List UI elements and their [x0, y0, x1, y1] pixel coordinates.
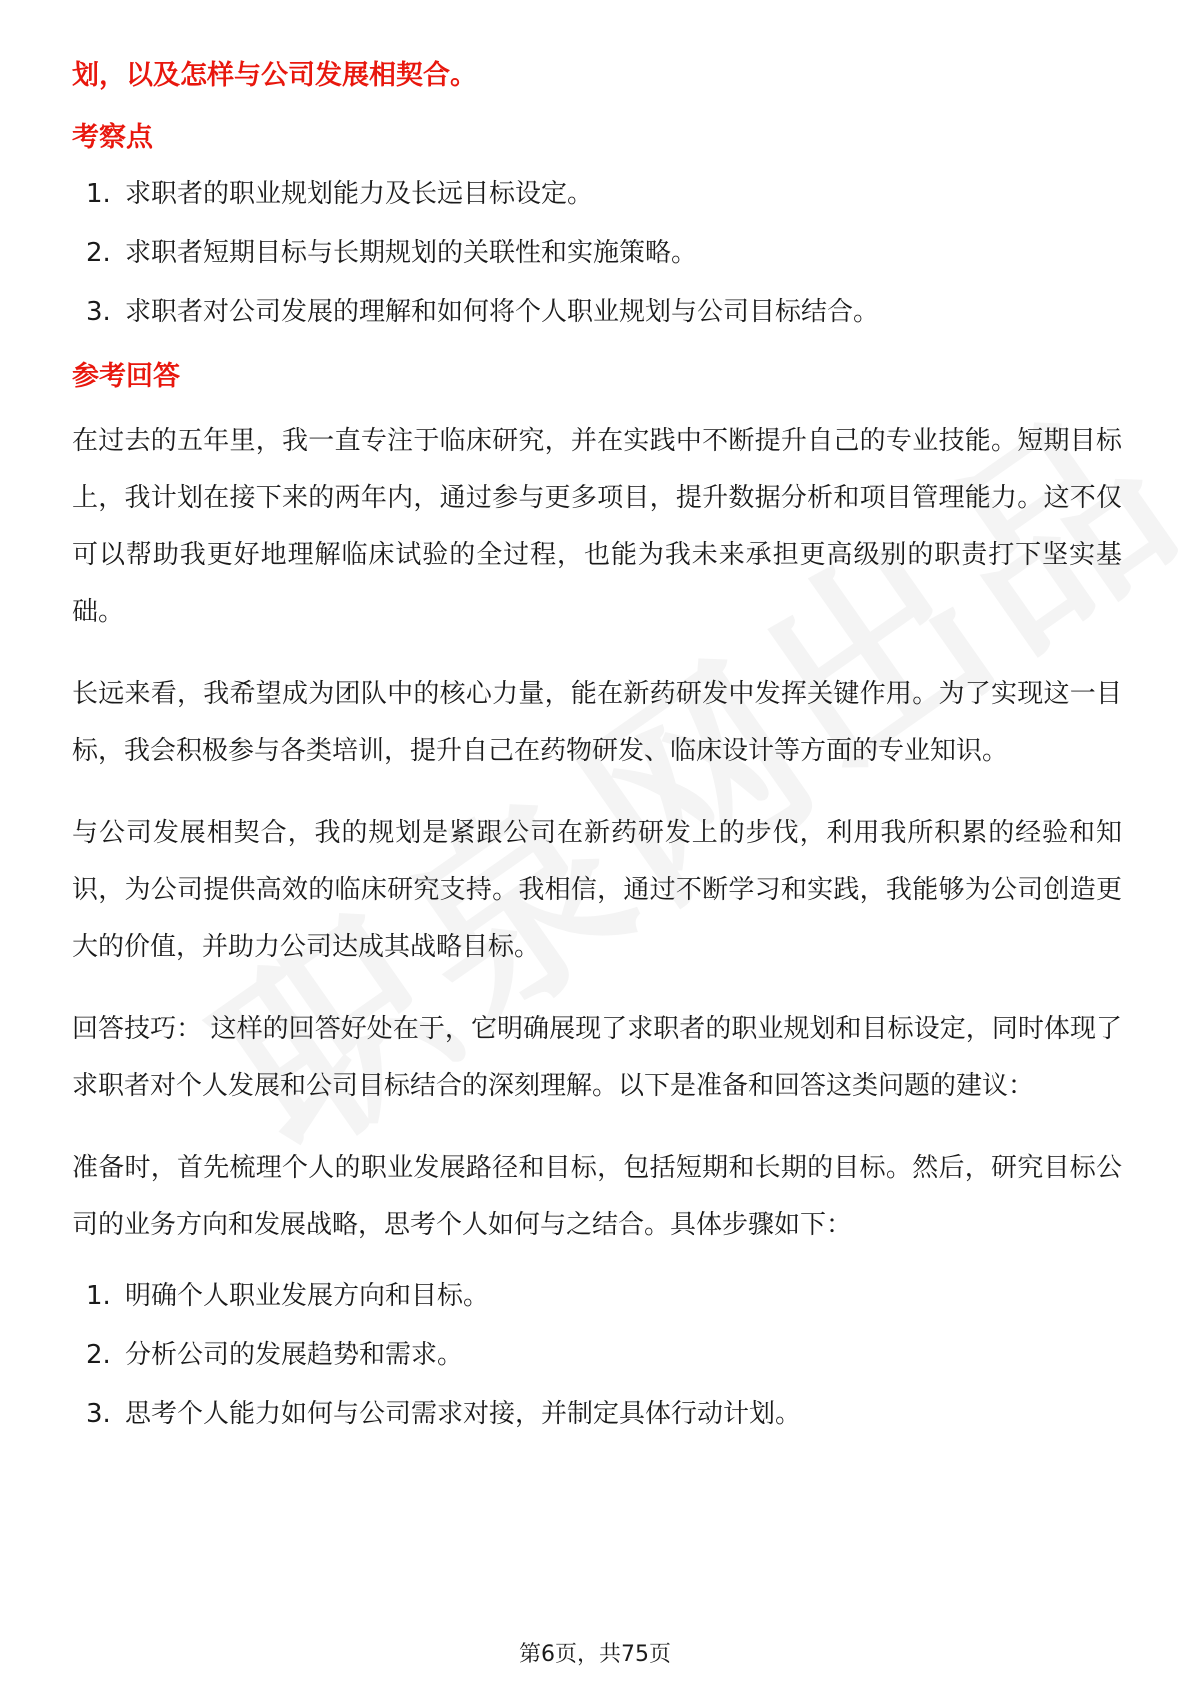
list-number: 3.	[86, 1399, 111, 1429]
list-item	[72, 1276, 1122, 1316]
paragraph: 长远来看，我希望成为团队中的核心力量，能在新药研发中发挥关键作用。为了实现这一目标，我会积极参与各类培训，提升自己在药物研发、临床设计等方面的专业知识。	[72, 679, 1122, 766]
list-text: 明确个人职业发展方向和目标。	[125, 1281, 490, 1311]
page-footer: 第6页，共75页	[519, 1642, 671, 1667]
list-item	[72, 174, 1122, 214]
continued-question-title: 划，以及怎样与公司发展相契合。	[72, 60, 477, 91]
paragraph-tips: 回答技巧： 这样的回答好处在于，它明确展现了求职者的职业规划和目标设定，同时体现了求职者对个人发展和公司目标结合的深刻理解。以下是准备和回答这类问题的建议：	[72, 1014, 1122, 1101]
list-number: 3.	[86, 297, 111, 327]
steps-list	[72, 1276, 1122, 1434]
list-number: 1.	[86, 1281, 111, 1311]
list-number: 2.	[86, 1340, 111, 1370]
section-title-points: 考察点	[72, 122, 153, 153]
list-text: 求职者短期目标与长期规划的关联性和实施策略。	[125, 238, 698, 268]
list-text: 求职者的职业规划能力及长远目标设定。	[125, 179, 594, 209]
points-list	[72, 174, 1122, 332]
paragraph: 在过去的五年里，我一直专注于临床研究，并在实践中不断提升自己的专业技能。短期目标上，我计划在接下来的两年内，通过参与更多项目，提升数据分析和项目管理能力。这不仅可以帮助我更好地理解临床试验的全过程，也能为我未来承担更高级别的职责打下坚实基础。	[72, 426, 1122, 627]
list-text: 分析公司的发展趋势和需求。	[125, 1340, 464, 1370]
list-text: 思考个人能力如何与公司需求对接，并制定具体行动计划。	[125, 1399, 802, 1429]
paragraph: 准备时，首先梳理个人的职业发展路径和目标，包括短期和长期的目标。然后，研究目标公司的业务方向和发展战略，思考个人如何与之结合。具体步骤如下：	[72, 1153, 1122, 1240]
section-title-answer: 参考回答	[72, 361, 180, 392]
list-item	[72, 292, 1122, 332]
list-number: 2.	[86, 238, 111, 268]
list-item	[72, 233, 1122, 273]
list-text: 求职者对公司发展的理解和如何将个人职业规划与公司目标结合。	[125, 297, 880, 327]
paragraph: 与公司发展相契合，我的规划是紧跟公司在新药研发上的步伐，利用我所积累的经验和知识，为公司提供高效的临床研究支持。我相信，通过不断学习和实践，我能够为公司创造更大的价值，并助力公司达成其战略目标。	[72, 818, 1122, 962]
list-number: 1.	[86, 179, 111, 209]
list-item	[72, 1335, 1122, 1375]
document-body	[72, 56, 1122, 1453]
list-item	[72, 1394, 1122, 1434]
